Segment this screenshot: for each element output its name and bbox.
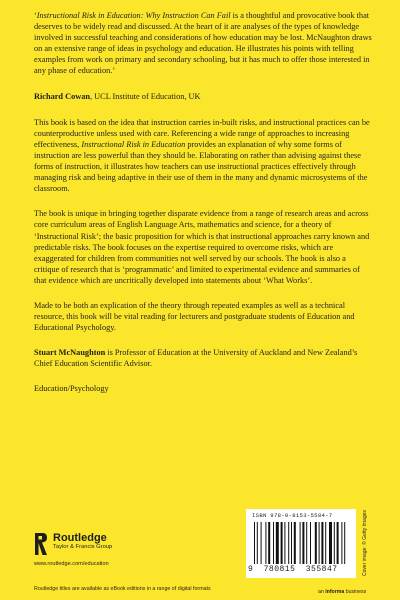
description-book-title: Instructional Risk in Education [81, 139, 186, 149]
informa-business-tag: an informa business [318, 589, 367, 595]
back-cover-text [34, 10, 372, 395]
cover-footer [0, 508, 400, 600]
publisher-group: Taylor & Francis Group [53, 544, 113, 550]
author-name: Stuart McNaughton [34, 348, 106, 358]
ebook-note: Routledge titles are available as eBook editions in a range of digital formats [34, 586, 211, 592]
subject-category: Education/Psychology [34, 384, 109, 394]
routledge-logo [34, 532, 112, 556]
description-paragraph-3: Made to be both an explication of the theory through repeated examples as well as a technical resource, this book will be vital reading for lecturers and postgraduate students of Education and Educational Psychology. [34, 300, 355, 333]
publisher-name: Routledge [53, 532, 107, 544]
author-bio: Stuart McNaughton is Professor of Education at the University of Auckland and New Zealand’s Chief Education Scientific Advisor. [34, 348, 358, 369]
barcode [246, 509, 356, 578]
quote-book-title: Instructional Risk in Education: Why Instruction Can Fail [36, 11, 231, 20]
description-paragraph-2: The book is unique in bringing together disparate evidence from a range of research areas and across core curriculum areas of English Language Arts, mathematics and science, for a theory of ‘Instructional Risk’; the basic proposition for which is that instructional approaches carry known and predictable risks. The book focuses on the expertise required to overcome risks, which are exaggerated for children from communities not well served by our schools. The book is also a critique of research that is ‘programmatic’ and limited to experimental evidence and summaries of that evidence which are uncritically developed into statements about ‘What Works’. [34, 209, 370, 285]
barcode-numbers: 9 780815 355847 [248, 565, 338, 574]
barcode-bars [254, 522, 348, 564]
quote-body: is a thoughtful and provocative book that deserves to be widely read and discussed. At the heart of it are analyses of the types of knowledge involved in successful teaching and considerations of how education may be lost. McNaughton draws on an extensive range of ideas in psychology and education. He illustrates his points with telling examples from work on primary and secondary schooling, but it has much to offer those interested in any phase of education.’ [34, 11, 372, 76]
review-quote: ‘Instructional Risk in Education: Why Instruction Can Fail is a thoughtful and provocative book that deserves to be widely read and discussed. At the heart of it are analyses of the types of knowledge involved in successful teaching and considerations of how education may be lost. McNaughton draws on an extensive range of ideas in psychology and education. He illustrates his points with telling examples from work on primary and secondary schooling, but it has much to offer those interested in any phase of education.’ [34, 11, 372, 76]
isbn-label: ISBN 978-0-8153-5584-7 [252, 512, 333, 519]
reviewer-name: Richard Cowan [34, 91, 91, 101]
reviewer-affiliation: , UCL Institute of Education, UK [90, 91, 201, 101]
description-paragraph-1: This book is based on the idea that instruction carries in-built risks, and instructional practices can be counterproductive unless used with care. Referencing a wide range of approaches to increasing effectiveness, Instructional Risk in Education provides an explanation of why some forms of instruction are less powerful than they should be. Elaborating on rather than advising against these forms of instruction, it illustrates how teachers can use instructional practices effectively through managing risk and being adaptive in their use of them in the many and dynamic microsystems of the classroom. [34, 117, 370, 194]
cover-image-credit: Cover image: © Getty Images [362, 510, 368, 576]
routledge-logo-icon [34, 532, 48, 556]
publisher-url[interactable]: www.routledge.com/education [34, 561, 109, 567]
review-attribution [34, 91, 372, 102]
